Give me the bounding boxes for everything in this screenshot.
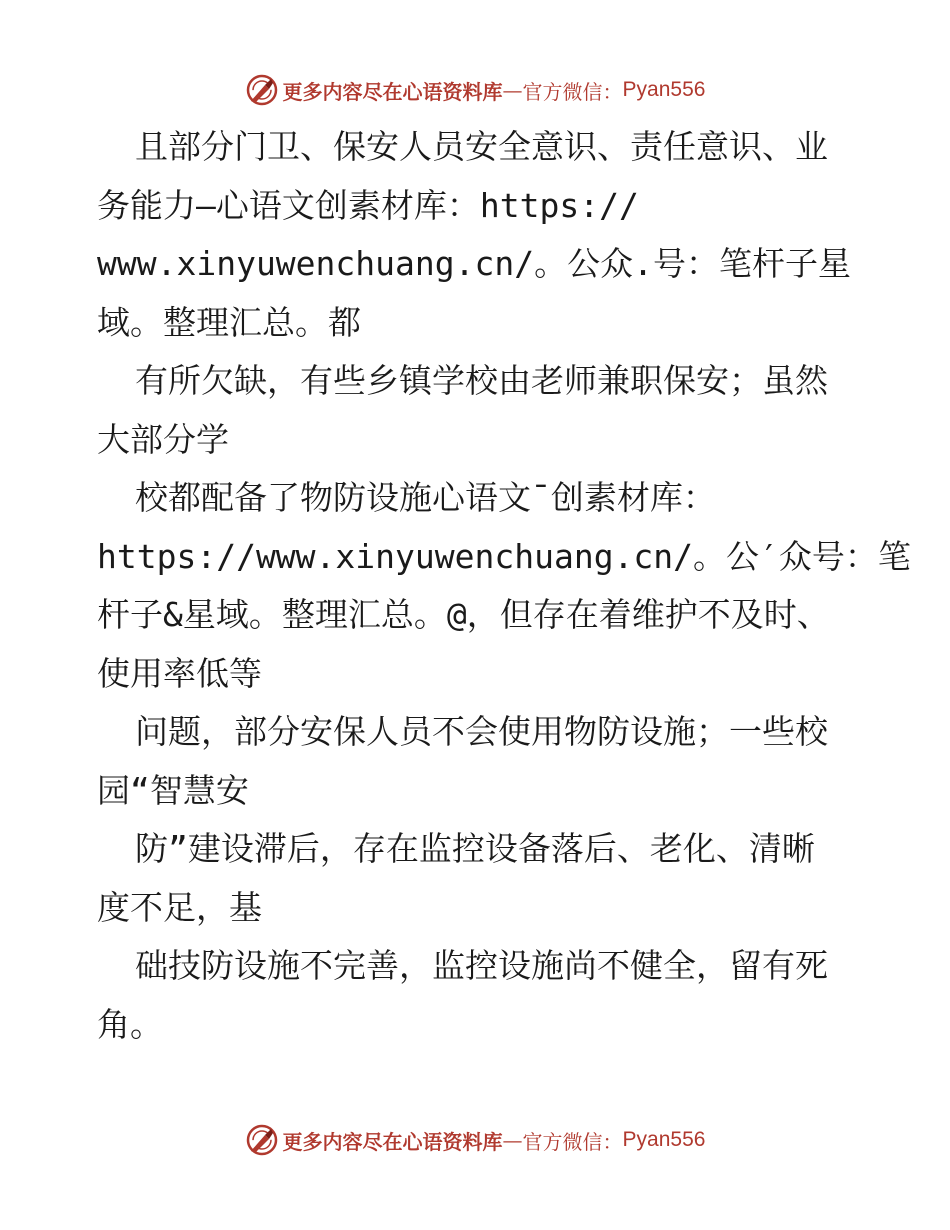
pen-nib-logo-icon	[245, 1123, 279, 1157]
text-line: 园“智慧安	[97, 770, 249, 810]
banner-main-text: 更多内容尽在心语资料库	[282, 79, 503, 104]
footer-banner	[0, 1120, 950, 1160]
banner-wechat-id: Pyan556	[622, 1128, 706, 1151]
text-line: 域。整理汇总。都	[97, 302, 361, 342]
text-line: 角。	[97, 1004, 163, 1044]
text-line: www.xinyuwenchuang.cn/。公众.号：笔杆子星	[97, 244, 851, 283]
text-line: 务能力—心语文创素材库：https://	[97, 185, 639, 225]
text-line: 且部分门卫、保安人员安全意识、责任意识、业	[135, 127, 828, 166]
header-banner	[0, 70, 950, 110]
text-line: 大部分学	[97, 419, 229, 459]
text-line: 有所欠缺，有些乡镇学校由老师兼职保安；虽然	[135, 361, 828, 400]
text-line: 使用率低等	[97, 653, 262, 693]
text-line: 杆子&星域。整理汇总。@，但存在着维护不及时、	[97, 595, 830, 634]
banner-separator: —	[502, 1128, 523, 1152]
text-line: https://www.xinyuwenchuang.cn/。公′众号：笔	[97, 536, 911, 576]
body-text	[97, 118, 911, 1054]
text-line: 校都配备了物防设施心语文¯创素材库：	[135, 478, 716, 517]
banner-separator: —	[502, 78, 523, 102]
banner-wechat-label: 官方微信：	[522, 79, 623, 104]
text-line: 度不足，基	[97, 887, 262, 927]
text-line: 础技防设施不完善，监控设施尚不健全，留有死	[135, 946, 828, 985]
pen-nib-logo-icon	[245, 73, 279, 107]
text-line: 防”建设滞后，存在监控设备落后、老化、清晰	[135, 829, 815, 868]
banner-wechat-label: 官方微信：	[522, 1129, 623, 1154]
banner-main-text: 更多内容尽在心语资料库	[282, 1129, 503, 1154]
text-line: 问题，部分安保人员不会使用物防设施；一些校	[135, 712, 828, 751]
banner-wechat-id: Pyan556	[622, 78, 706, 101]
